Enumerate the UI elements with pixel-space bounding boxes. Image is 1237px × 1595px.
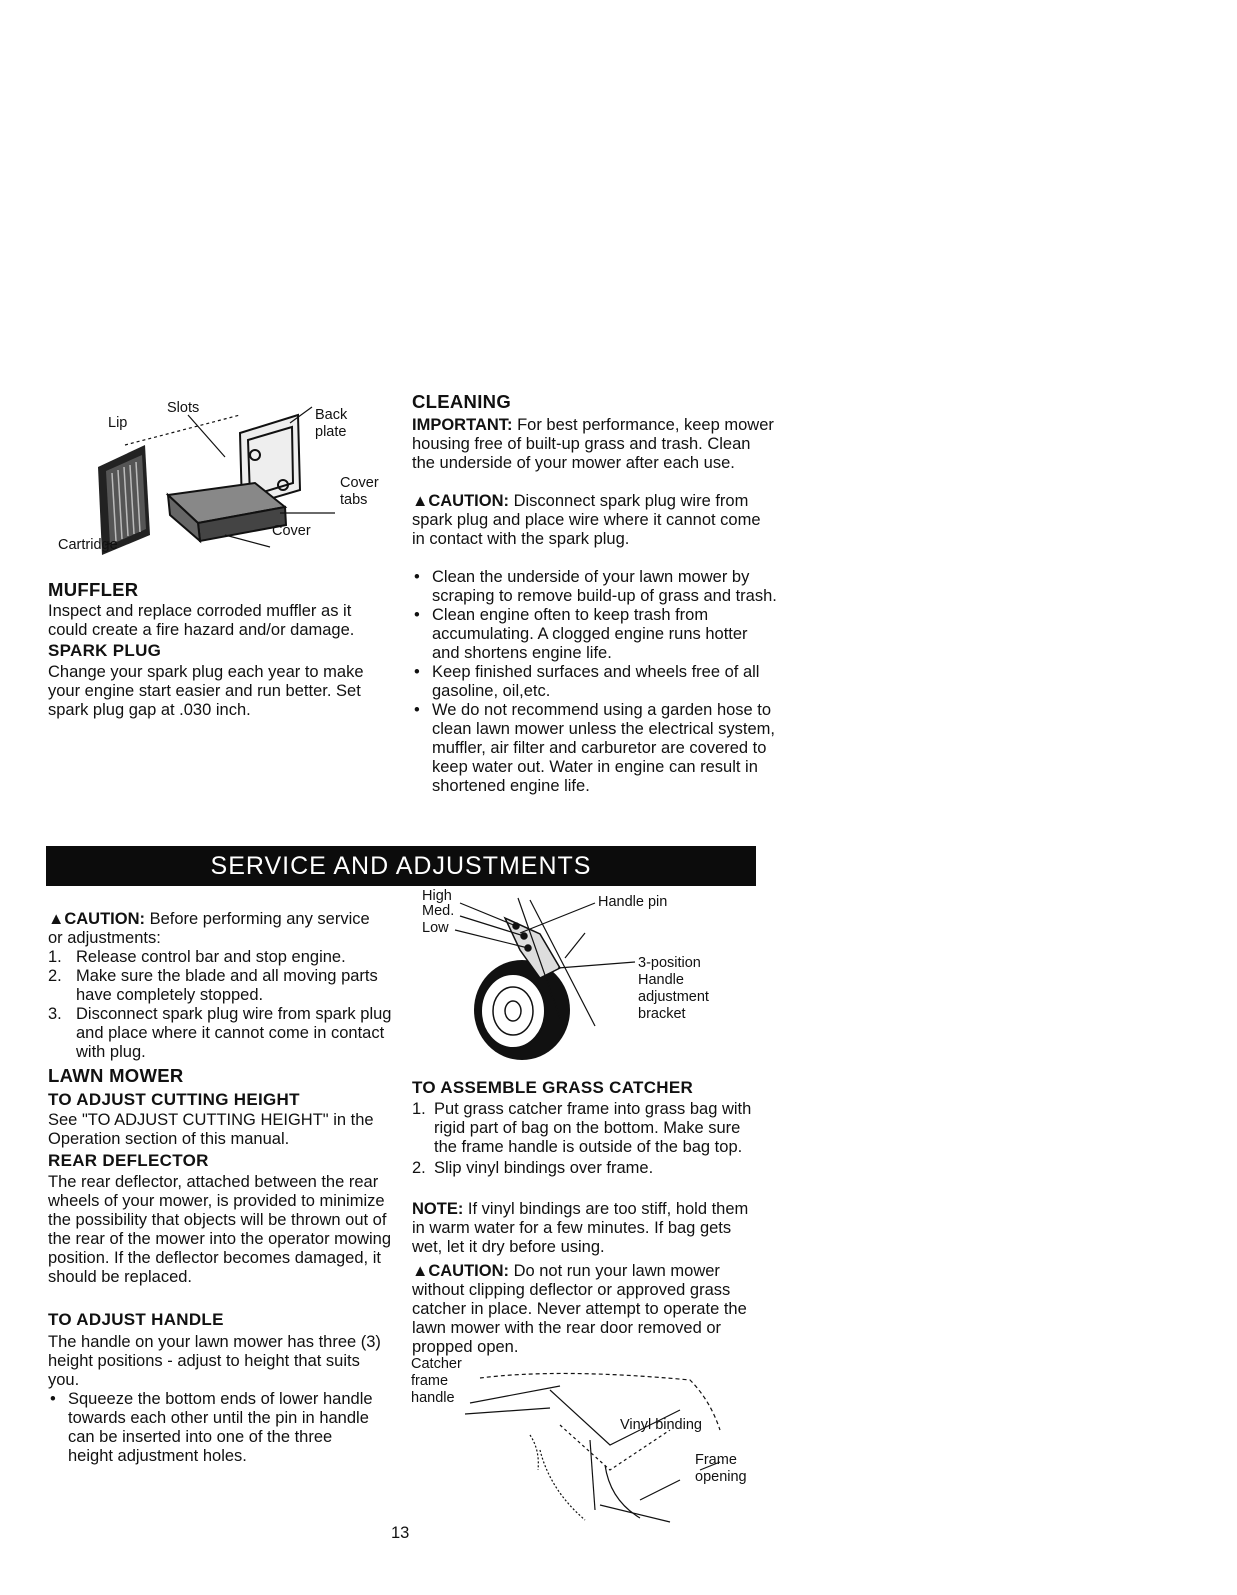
adjust-handle-text: The handle on your lawn mower has three (3) height positions - adjust to height that suits you. [48,1333,381,1389]
list-item: 1. Put grass catcher frame into grass bag with rigid part of bag on the bottom. Make sure the frame handle is outside of the bag top. [412,1100,752,1156]
frame-opening-label: Frame opening [695,1452,747,1485]
grass-catcher-heading: TO ASSEMBLE GRASS CATCHER [412,1078,694,1097]
list-item: • Clean engine often to keep trash from accumulating. A clogged engine runs hotter and shortens engine life. [412,606,777,663]
caution-warning-icon: ▲ [412,1262,429,1280]
spark-plug-text: Change your spark plug each year to make your engine start easier and run better. Set spark plug gap at .030 inch. [48,663,364,719]
lip-label: Lip [108,415,128,431]
caution-label: CAUTION: [428,492,509,510]
list-item: 2. Make sure the blade and all moving parts have completely stopped. [48,967,378,1004]
cleaning-bullets [412,568,777,796]
muffler-figure [50,395,395,565]
cover-label: Cover [272,523,311,539]
catcher-figure [410,1356,760,1535]
grass-catcher-note [412,1200,757,1257]
caution-text: Disconnect spark plug wire from spark plug and place wire where it cannot come in contact with the spark plug. [412,492,761,548]
cutting-height-text: See "TO ADJUST CUTTING HEIGHT" in the Operation section of this manual. [48,1111,374,1148]
list-item: 1. Release control bar and stop engine. [48,948,346,966]
handle-figure [410,888,750,1058]
high-label: High [422,888,452,904]
important-label: IMPORTANT: [412,416,513,434]
vinyl-binding-label: Vinyl binding [620,1417,702,1433]
list-item: • We do not recommend using a garden hose to clean lawn mower unless the electrical system, muffler, air filter and carburetor are covered to keep water out. Water in engine can result in shortened engine life. [412,701,777,796]
caution-text: Do not run your lawn mower without clipping deflector or approved grass catcher in place. Never attempt to operate the lawn mower with the rear door removed or propped open. [412,1262,747,1356]
caution-text: Before performing any service or adjustments: [48,910,370,947]
caution-label: CAUTION: [428,1262,509,1280]
back-plate-label: Back plate [315,407,348,440]
caution-warning-icon: ▲ [48,910,65,928]
list-item: 2. Slip vinyl bindings over frame. [412,1159,654,1177]
handle-pin-label: Handle pin [598,894,668,910]
service-caution [48,910,378,948]
cleaning-caution [412,492,777,549]
adjust-handle-heading: TO ADJUST HANDLE [48,1310,224,1329]
caution-label: CAUTION: [64,910,145,928]
adjust-handle-bullets [48,1390,378,1466]
muffler-text: Inspect and replace corroded muffler as it could create a fire hazard and/or damage. [48,602,355,639]
service-steps [48,948,393,1062]
important-text: For best performance, keep mower housing free of built-up grass and trash. Clean the underside of your mower after each use. [412,416,774,472]
rear-deflector-text: The rear deflector, attached between the rear wheels of your mower, is provided to minimize the possibility that objects will be thrown out of the rear of the mower into the operator mowing position. If the deflector becomes damaged, it should be replaced. [48,1173,392,1286]
list-item: • Keep finished surfaces and wheels free of all gasoline, oil,etc. [412,663,777,701]
grass-catcher-steps [412,1100,757,1178]
list-item: 3. Disconnect spark plug wire from spark plug and place where it cannot come in contact with plug. [48,1005,392,1061]
slots-label: Slots [167,400,200,416]
section-banner: SERVICE AND ADJUSTMENTS [46,846,756,886]
spark-plug-heading: SPARK PLUG [48,641,162,660]
bracket-label: 3-position Handle adjustment bracket [638,955,709,1022]
rear-deflector-heading: REAR DEFLECTOR [48,1151,209,1170]
grass-catcher-caution [412,1262,757,1357]
wheel-shape [474,960,570,1060]
med-label: Med. [422,903,455,919]
list-item: • Clean the underside of your lawn mower by scraping to remove build-up of grass and trash. [412,568,777,606]
cover-tabs-label: Cover tabs [340,475,379,508]
muffler-heading: MUFFLER [48,579,139,600]
list-item: • Squeeze the bottom ends of lower handle towards each other until the pin in handle can be inserted into one of the three height adjustment holes. [48,1390,378,1466]
lawn-mower-heading: LAWN MOWER [48,1065,184,1086]
cutting-height-heading: TO ADJUST CUTTING HEIGHT [48,1090,300,1109]
cartridge-label: Cartridge [58,537,118,553]
note-text: If vinyl bindings are too stiff, hold them in warm water for a few minutes. If bag gets wet, let it dry before using. [412,1200,749,1256]
note-label: NOTE: [412,1200,464,1218]
page-number: 13 [391,1524,410,1542]
caution-warning-icon: ▲ [412,492,429,510]
cleaning-important [412,416,777,473]
cleaning-heading: CLEANING [412,391,512,412]
catcher-frame-handle-label: Catcher frame handle [411,1356,462,1406]
low-label: Low [422,920,449,936]
